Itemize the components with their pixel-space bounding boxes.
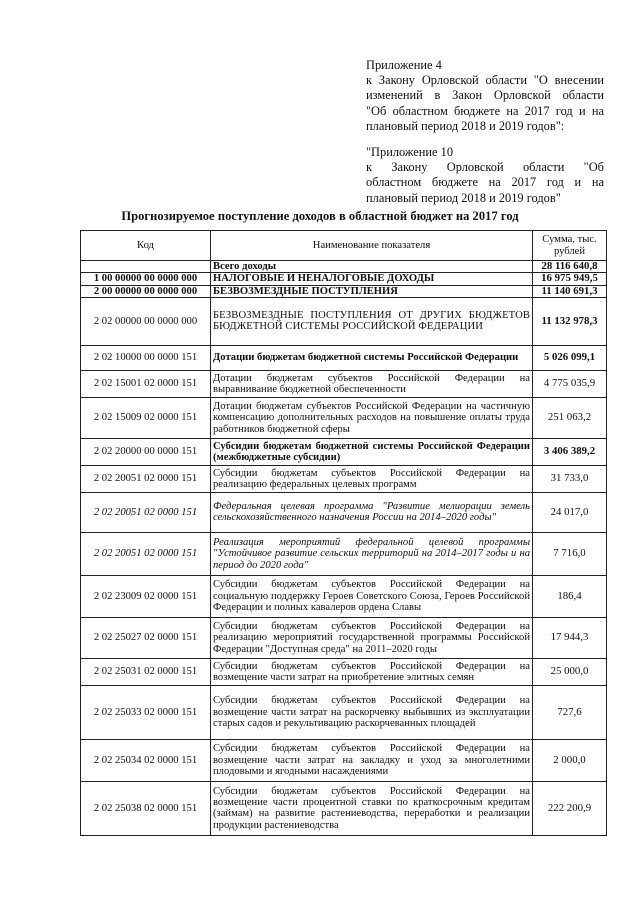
- row-code: 2 02 20051 02 0000 151: [81, 492, 211, 532]
- row-amount: 24 017,0: [533, 492, 607, 532]
- row-name: Субсидии бюджетам субъектов Российской Федерации на возмещение части процентной ставки по краткосрочным кредитам (займам) на развитие растениеводства, переработки и реализации продукции растениеводства: [211, 781, 533, 835]
- row-name: Дотации бюджетам бюджетной системы Российской Федерации: [211, 345, 533, 370]
- row-code: 2 02 20051 02 0000 151: [81, 465, 211, 492]
- row-amount: 17 944,3: [533, 617, 607, 658]
- table-row: [81, 532, 607, 575]
- row-name: НАЛОГОВЫЕ И НЕНАЛОГОВЫЕ ДОХОДЫ: [211, 273, 533, 285]
- table-row: [81, 370, 607, 397]
- appendix-line-7: к Закону Орловской области "Об: [366, 160, 604, 175]
- row-name: Субсидии бюджетам субъектов Российской Федерации на возмещение части затрат на приобретение элитных семян: [211, 658, 533, 685]
- header-code: Код: [81, 231, 211, 261]
- row-name: БЕЗВОЗМЕЗДНЫЕ ПОСТУПЛЕНИЯ: [211, 285, 533, 297]
- row-amount: 25 000,0: [533, 658, 607, 685]
- row-amount: 251 063,2: [533, 397, 607, 438]
- table-row: [81, 658, 607, 685]
- row-amount: 11 132 978,3: [533, 297, 607, 345]
- table-row: [81, 397, 607, 438]
- row-code: 2 02 15009 02 0000 151: [81, 397, 211, 438]
- revenue-table: [80, 230, 607, 836]
- row-amount: 4 775 035,9: [533, 370, 607, 397]
- row-name: Дотации бюджетам субъектов Российской Федерации на частичную компенсацию дополнительных расходов на повышение оплаты труда работников бюджетной сферы: [211, 397, 533, 438]
- row-amount: 2 000,0: [533, 739, 607, 781]
- row-amount: 222 200,9: [533, 781, 607, 835]
- row-amount: 3 406 389,2: [533, 438, 607, 465]
- row-amount: 28 116 640,8: [533, 261, 607, 273]
- row-name: Субсидии бюджетам субъектов Российской Федерации на реализацию мероприятий государственной программы Российской Федерации "Доступная среда" на 2011–2020 годы: [211, 617, 533, 658]
- row-amount: 11 140 691,3: [533, 285, 607, 297]
- document-title: Прогнозируемое поступление доходов в областной бюджет на 2017 год: [121, 209, 519, 223]
- appendix-line-3: изменений в Закон Орловской области: [366, 88, 604, 103]
- appendix-header: [366, 58, 604, 206]
- table-row: [81, 617, 607, 658]
- row-amount: 5 026 099,1: [533, 345, 607, 370]
- appendix-line-9: плановый период 2018 и 2019 годов": [366, 190, 561, 205]
- appendix-line-8: областном бюджете на 2017 год и на: [366, 175, 604, 190]
- table-row: [81, 345, 607, 370]
- row-code: 1 00 00000 00 0000 000: [81, 273, 211, 285]
- row-name: Субсидии бюджетам субъектов Российской Федерации на реализацию федеральных целевых программ: [211, 465, 533, 492]
- appendix-line-6: "Приложение 10: [366, 145, 454, 160]
- row-code: 2 02 23009 02 0000 151: [81, 575, 211, 617]
- row-name: Субсидии бюджетам бюджетной системы Российской Федерации (межбюджетные субсидии): [211, 438, 533, 465]
- row-name: Дотации бюджетам субъектов Российской Федерации на выравнивание бюджетной обеспеченности: [211, 370, 533, 397]
- row-code: 2 02 10000 00 0000 151: [81, 345, 211, 370]
- table-row: [81, 465, 607, 492]
- row-code: 2 02 25033 02 0000 151: [81, 685, 211, 739]
- row-code: 2 02 00000 00 0000 000: [81, 297, 211, 345]
- row-code: 2 02 15001 02 0000 151: [81, 370, 211, 397]
- row-name: Всего доходы: [211, 261, 533, 273]
- row-amount: 727,6: [533, 685, 607, 739]
- row-name: Федеральная целевая программа "Развитие мелиорации земель сельскохозяйственного назначения России на 2014–2020 годы": [211, 492, 533, 532]
- row-code: [81, 261, 211, 273]
- row-amount: 7 716,0: [533, 532, 607, 575]
- row-code: 2 02 25034 02 0000 151: [81, 739, 211, 781]
- table-row: [81, 438, 607, 465]
- table-row: [81, 492, 607, 532]
- row-amount: 31 733,0: [533, 465, 607, 492]
- row-code: 2 02 25027 02 0000 151: [81, 617, 211, 658]
- table-row: [81, 285, 607, 297]
- table-row: [81, 261, 607, 273]
- appendix-line-1: Приложение 4: [366, 58, 442, 72]
- table-row: [81, 739, 607, 781]
- row-name: Субсидии бюджетам субъектов Российской Федерации на социальную поддержку Героев Советского Союза, Героев Российской Федерации и полных кавалеров ордена Славы: [211, 575, 533, 617]
- row-code: 2 02 25038 02 0000 151: [81, 781, 211, 835]
- row-code: 2 02 20051 02 0000 151: [81, 532, 211, 575]
- table-row: [81, 297, 607, 345]
- table-row: [81, 575, 607, 617]
- header-amount: Сумма, тыс. рублей: [533, 231, 607, 261]
- row-code: 2 00 00000 00 0000 000: [81, 285, 211, 297]
- appendix-line-2: к Закону Орловской области "О внесении: [366, 73, 604, 88]
- row-code: 2 02 25031 02 0000 151: [81, 658, 211, 685]
- appendix-gap: [366, 134, 604, 145]
- table-row: [81, 273, 607, 285]
- appendix-line-4: "Об областном бюджете на 2017 год и на: [366, 103, 604, 118]
- table-row: [81, 685, 607, 739]
- row-amount: 186,4: [533, 575, 607, 617]
- header-name: Наименование показателя: [211, 231, 533, 261]
- row-name: БЕЗВОЗМЕЗДНЫЕ ПОСТУПЛЕНИЯ ОТ ДРУГИХ БЮДЖЕТОВ БЮДЖЕТНОЙ СИСТЕМЫ РОССИЙСКОЙ ФЕДЕРАЦИИ: [211, 297, 533, 345]
- row-name: Субсидии бюджетам субъектов Российской Федерации на возмещение части затрат на раскорчевку выбывших из эксплуатации старых садов и рекультивацию раскорчеванных площадей: [211, 685, 533, 739]
- table-row: [81, 781, 607, 835]
- table-header-row: [81, 231, 607, 261]
- appendix-line-5: плановый период 2018 и 2019 годов":: [366, 118, 565, 133]
- row-name: Субсидии бюджетам субъектов Российской Федерации на возмещение части затрат на закладку и уход за многолетними плодовыми и ягодными насаждениями: [211, 739, 533, 781]
- row-code: 2 02 20000 00 0000 151: [81, 438, 211, 465]
- row-amount: 16 975 949,5: [533, 273, 607, 285]
- row-name: Реализация мероприятий федеральной целевой программы "Устойчивое развитие сельских территорий на 2014–2017 годы и на период до 2020 года": [211, 532, 533, 575]
